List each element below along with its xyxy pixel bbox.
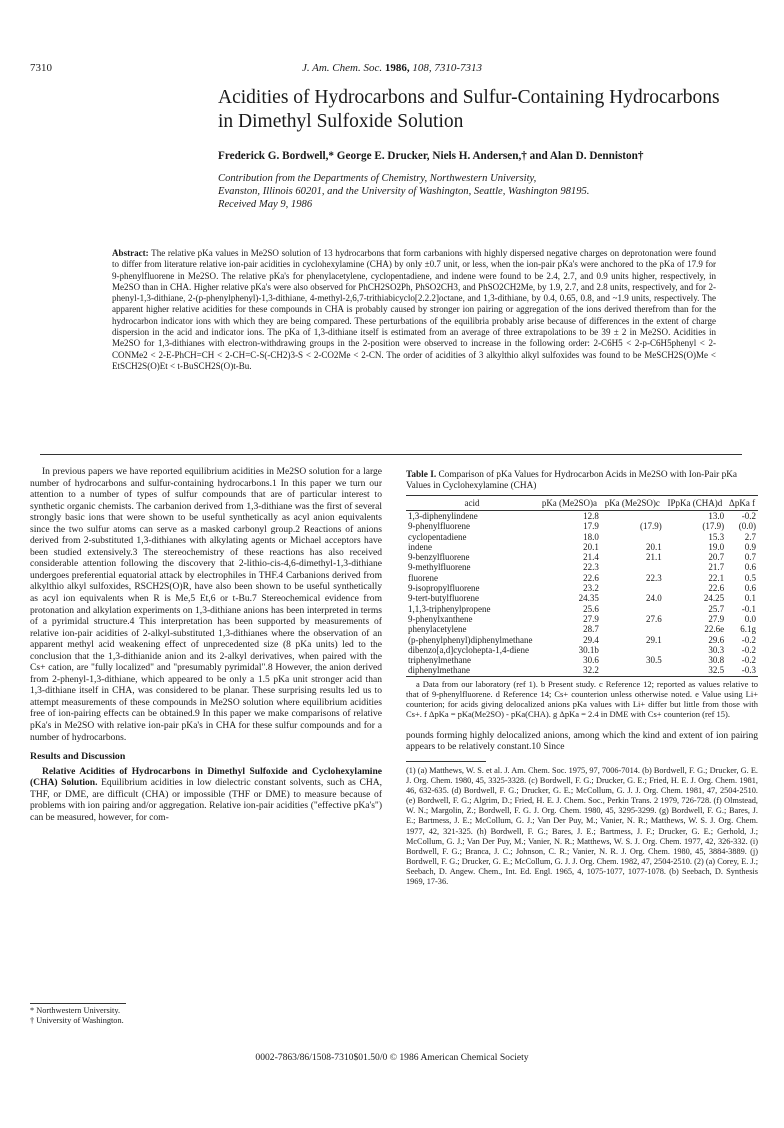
footnote: † University of Washington. [30, 1016, 124, 1025]
affiliation [218, 172, 758, 211]
received-date: Received May 9, 1986 [218, 199, 313, 210]
value-cell [601, 645, 664, 655]
table-label: Table I. [406, 470, 437, 480]
value-cell: 25.7 [708, 603, 725, 614]
table-body [406, 511, 758, 677]
footnote: * Northwestern University. [30, 1006, 121, 1015]
value-cell: 29.6 [708, 634, 725, 645]
acid-name-cell: indene [408, 541, 432, 552]
value-cell: 22.3 [646, 572, 662, 583]
acid-name-cell: phenylacetylene [408, 624, 467, 635]
acid-name-cell: 9-benzylfluorene [408, 552, 470, 563]
column-header: pKa (Me2SO)c [601, 496, 664, 511]
value-cell: 17.9 [583, 521, 599, 532]
section-heading: Results and Discussion [30, 751, 126, 763]
journal-volume: 108, [412, 62, 432, 74]
table-row [406, 573, 758, 583]
acid-name-cell: dibenzo[a,d]cyclohepta-1,4-diene [408, 644, 529, 655]
value-cell: (0.0) [738, 521, 756, 532]
value-cell: 0.0 [744, 613, 756, 624]
affiliation-line: Contribution from the Departments of Chemistry, Northwestern University, [218, 173, 537, 184]
value-cell: 0.9 [744, 541, 756, 552]
table-row [406, 562, 758, 572]
table-row [406, 593, 758, 603]
acid-name-cell: diphenylmethane [406, 665, 538, 676]
runin-heading: Relative Acidities of Hydrocarbons in Dimethyl Sulfoxide and Cyclohexylamine (CHA) Solution. [30, 765, 382, 789]
pka-table [406, 495, 758, 677]
copyright-line: 0002-7863/86/1508-7310$01.50/0 © 1986 American Chemical Society [255, 1052, 529, 1063]
table-row [406, 614, 758, 624]
value-cell: -0.2 [741, 634, 756, 645]
value-cell: 2.7 [744, 531, 756, 542]
value-cell: 30.8 [708, 655, 725, 666]
value-cell: 21.1 [646, 552, 662, 563]
value-cell: 13.0 [708, 511, 725, 521]
value-cell: 30.6 [583, 655, 599, 666]
value-cell: 28.7 [583, 624, 599, 635]
column-header: acid [406, 496, 538, 511]
table-row [406, 604, 758, 614]
value-cell [601, 532, 664, 542]
value-cell: 12.8 [583, 511, 599, 521]
value-cell: 0.6 [744, 562, 756, 573]
value-cell: 20.7 [708, 552, 725, 563]
acid-name-cell: 1,1,3-triphenylpropene [408, 603, 491, 614]
value-cell: 0.7 [744, 552, 756, 563]
value-cell: 21.7 [708, 562, 725, 573]
table-row [406, 665, 758, 676]
acid-name-cell: 9-tert-butylfluorene [408, 593, 479, 604]
value-cell: 0.5 [744, 572, 756, 583]
table-row [406, 583, 758, 593]
value-cell: 30.3 [708, 644, 725, 655]
value-cell: 24.35 [578, 593, 599, 604]
value-cell: 29.1 [646, 634, 662, 645]
acid-name-cell: cyclopentadiene [408, 531, 467, 542]
value-cell [601, 511, 664, 522]
acid-name-cell: (p-phenylphenyl)diphenylmethane [408, 634, 533, 645]
column-header: IPpKa (CHA)d [664, 496, 726, 511]
table-row [406, 645, 758, 655]
value-cell: -0.3 [726, 665, 758, 676]
table-row [406, 624, 758, 634]
value-cell: 22.6 [708, 583, 725, 594]
value-cell: 0.6 [744, 583, 756, 594]
value-cell [601, 604, 664, 614]
value-cell: 0.1 [744, 593, 756, 604]
value-cell: 22.6e [704, 624, 725, 635]
value-cell: -0.2 [741, 511, 756, 521]
value-cell: 24.0 [646, 593, 662, 604]
author-footnotes [30, 1006, 124, 1026]
value-cell: 32.2 [538, 665, 601, 676]
value-cell: 18.0 [583, 531, 599, 542]
value-cell: 24.25 [703, 593, 725, 604]
value-cell: 6.1g [740, 624, 756, 635]
article-title: Acidities of Hydrocarbons and Sulfur-Containing Hydrocarbons in Dimethyl Sulfoxide Solution [218, 87, 720, 132]
value-cell: 22.3 [583, 562, 599, 573]
value-cell: 19.0 [708, 541, 725, 552]
acid-name-cell: 9-isopropylfluorene [408, 583, 480, 594]
running-header [0, 62, 784, 74]
table-caption-text: Comparison of pKa Values for Hydrocarbon Acids in Me2SO with Ion-Pair pKa Values in Cyclohexylamine (CHA) [406, 470, 738, 491]
table-row [406, 511, 758, 522]
value-cell: -0.2 [741, 655, 756, 666]
right-column [406, 470, 758, 888]
table-caption [406, 470, 758, 492]
journal-pages: 7310-7313 [434, 62, 483, 74]
acid-name-cell: triphenylmethane [408, 655, 471, 666]
table-footnote: a Data from our laboratory (ref 1). b Present study. c Reference 12; reported as values relative to that of 9-phenylfluorene. d Reference 14; Cs+ counterion unless otherwise noted. e Value using Li+ counterion; for acids giving delocalized anions pKa values with Li+ differ but little from those with Cs+. f ΔpKa = pKa(Me2SO) - pKa(CHA). g ΔpKa = 2.4 in DME with Cs+ counterion (ref 15). [406, 678, 758, 720]
footnote-divider [30, 1003, 126, 1004]
journal-name: J. Am. Chem. Soc. [301, 62, 383, 74]
value-cell: 21.4 [583, 552, 599, 563]
table-header-row [406, 496, 758, 511]
value-cell: 29.4 [583, 634, 599, 645]
acid-name-cell: 9-phenylfluorene [408, 521, 470, 532]
value-cell: (17.9) [702, 521, 725, 532]
value-cell: 23.2 [583, 583, 599, 594]
table-row [406, 635, 758, 645]
intro-paragraph: In previous papers we have reported equilibrium acidities in Me2SO solution for a large number of hydrocarbons and sulfur-containing hydrocarbons.1 In this paper we turn our attention to a number of types of sulfur compounds that are of particular interest to synthetic organic chemists. The carbanion derived from 1,3-dithiane was the first of several strongly basic ions that were shown to be useful synthetically as acyl anion equivalents since the two sulfur atoms can serve as a masked carbonyl group.2 Reactions of anions derived from 2-substituted 1,3-dithianes with alkylating agents or Michael acceptors have been studied extensively.3 The stereochemistry of these reactions has also received considerable attention following the discovery that 2-lithio-cis-4,6-dimethyl-1,3-dithiane undergoes preferential equatorial attack by electrophiles in THF.4 Carbanions derived from alkylthio alkyl sulfoxides, RSCH2S(O)R, have also been shown to be useful synthetically as acyl ion equivalents when R is Me,5 Et,6 or t-Bu.7 Stereochemical evidence from protonation and alkylation experiments on 1,3-dithiane anions has been interpreted in terms of a pyrimidal structure.4 This interpretation has been supported by measurements of relative ion-pair acidities of 2-alkyl-substituted 1,3-dithianes where the observation of an apparent methyl acid weakening effect of unprecedented size (8 pKa units) led to the conclusion that the 1,3-dithianide anion and its 2-alkyl derivatives, when paired with the Cs+ cation, are "fully localized" and "presumably pyrimidal".8 However, the anion derived from 2-phenyl-1,3-dithiane, which appeared to be only a 1.5 pKa unit stronger acid than 1,3-dithiane itself in CHA, was considered to be planar. These surprising results led us to attempt measurements of these compounds in Me2SO solution where equilibrium acidities free of ion-pairing effects can be obtained.9 In this paper we make comparisons of relative pKa's in Me2SO with relative ion-pair pKa's in CHA for these sulfur compounds and for a number of hydrocarbons. [30, 466, 382, 743]
value-cell: 30.5 [646, 655, 662, 666]
left-column [30, 466, 382, 823]
value-cell [601, 583, 664, 593]
author-list: Frederick G. Bordwell,* George E. Drucker, Niels H. Andersen,† and Alan D. Denniston† [218, 150, 644, 162]
value-cell: 27.6 [646, 613, 662, 624]
value-cell [601, 665, 664, 676]
value-cell: 32.5 [664, 665, 726, 676]
table-row [406, 655, 758, 665]
results-text: Equilibrium acidities in low dielectric constant solvents, such as CHA, THF, or DME, are difficult (CHA) or impossible (THF or DME) to measure because of problems with ion pairing and/or aggregation. Relative ion-pair acidities ("effective pKa's") can be measured, however, for com- [30, 777, 382, 823]
acid-name-cell: fluorene [408, 572, 438, 583]
table-row [406, 521, 758, 531]
value-cell: -0.1 [741, 603, 756, 614]
value-cell: 27.9 [583, 613, 599, 624]
value-cell: 20.1 [646, 541, 662, 552]
acid-name-cell: 9-phenylxanthene [408, 613, 473, 624]
table-row [406, 552, 758, 562]
body-text-continued: pounds forming highly delocalized anions, among which the kind and extent of ion pairing appears to be relatively constant.10 Since [406, 729, 758, 753]
reference-divider [406, 761, 486, 762]
acid-name-cell: 9-methylfluorene [408, 562, 471, 573]
value-cell: 30.1b [578, 644, 599, 655]
value-cell: 27.9 [708, 613, 725, 624]
affiliation-line: Evanston, Illinois 60201, and the University of Washington, Seattle, Washington 98195. [218, 186, 590, 197]
results-paragraph [30, 766, 382, 824]
value-cell: (17.9) [640, 521, 662, 532]
abstract-label: Abstract: [112, 248, 149, 258]
page-number: 7310 [30, 62, 52, 74]
column-header: pKa (Me2SO)a [538, 496, 601, 511]
value-cell: 22.1 [708, 572, 725, 583]
value-cell: 25.6 [583, 603, 599, 614]
section-divider [40, 454, 742, 455]
table-row [406, 532, 758, 542]
reference-list: (1) (a) Matthews, W. S. et al. J. Am. Chem. Soc. 1975, 97, 7006-7014. (b) Bordwell, F. G.; Drucker, G. E. J. Org. Chem. 1980, 45, 3325-3328. (c) Bordwell, F. G.; Drucker, G. E.; Fried, H. E. J. Org. Chem. 1981, 46, 632-635. (d) Bordwell, F. G.; Drucker, G. E.; McCollum, G. J. J. Org. Chem. 1981, 47, 2504-2510. (e) Bordwell, F. G.; Algrim, D.; Fried, H. E. J. Chem. Soc., Perkin Trans. 2 1979, 726-728. (f) Olmstead, W. N.; Margolin, Z.; Bordwell, F. G. J. Org. Chem. 1980, 45, 3295-3299. (g) Bordwell, F. G.; Bares, J. E.; Bartmess, J. E.; McCollum, G. J.; Van Der Puy, M.; Vanier, N. R.; Matthews, W. S. J. Org. Chem. 1977, 42, 321-325. (h) Bordwell, F. G.; Bares, J. E.; Bartmess, J. F.; Drucker, G. E.; Gerhold, J.; McCollum, G. J.; Van Der Puy, M.; Vanier, N. R.; Matthews, W. S. J. Org. Chem. 1977, 42, 326-332. (i) Bordwell, F. G.; Branca, J. C.; Johnson, C. R.; Vanier, N. R. J. Org. Chem. 1980, 45, 3884-3889. (j) Bordwell, F. G.; Drucker, G. E.; McCollum, G. J. J. Org. Chem. 1982, 47, 2504-2510. (2) (a) Corey, E. J.; Seebach, D. Angew. Chem., Int. Ed. Engl. 1965, 4, 1075-1077, 1077-1078. (b) Seebach, D. Synthesis 1969, 17-36. [406, 765, 758, 887]
abstract-text: The relative pKa values in Me2SO solution of 13 hydrocarbons that form carbanions with highly dispersed negative charges on deprotonation were found to differ from literature relative ion-pair acidities in cyclohexylamine (CHA) by only ±0.7 unit, or less, when the ion-pair pKa's were anchored to the pKa of 17.9 for 9-phenylfluorene in Me2SO. The relative pKa's for phenylacetylene, cyclopentadiene, and indene were found to be 2.4, 2.7, and 0.9 units higher, respectively, in Me2SO than in CHA. Higher relative pKa's were also observed for PhCH2SO2Ph, PhSO2CH3, and PhSO2CH2Me, by 1.9, 2.7, and 2.8 units, respectively, and for 2-phenyl-1,3-dithiane, 2-(p-phenylphenyl)-1,3-dithiane, 4-methyl-2,6,7-trithiabicyclo[2.2.2]octane, and 1,3-dithiane, by 0.4, 0.65, 0.8, and ~1.9 units, respectively. The apparent higher relative acidities for these compounds in CHA is probably caused by stronger ion pairing or aggregation of the ions derived therefrom than for the hydrocarbon indicator ions with which they are being compared. These perturbations of the equilibria probably arise because of differences in the extent of charge dispersion in the acid and indicator ions. The pKa of 1,3-dithiane itself is estimated from an average of three extrapolations to be 39 ± 2 in Me2SO. Acidities in Me2SO for 1,3-dithianes with electron-withdrawing groups in the 2-position were observed to increase in the following order: 2-C6H5 < 2-p-C6H5phenyl < 2-CONMe2 < 2-E-PhCH=CH < 2-CH=C-S(-CH2)3-S < 2-CO2Me < 2-CN. The order of acidities of 3 alkylthio alkyl sulfoxides was found to be MeSCH2S(O)Me < EtSCH2S(O)Et < t-BuSCH2S(O)t-Bu. [112, 248, 716, 371]
value-cell: 22.6 [583, 572, 599, 583]
acid-name-cell: 1,3-diphenylindene [408, 511, 478, 521]
value-cell: -0.2 [741, 644, 756, 655]
value-cell: 20.1 [583, 541, 599, 552]
journal-year: 1986, [384, 62, 410, 74]
abstract [112, 248, 716, 372]
value-cell [601, 624, 664, 634]
column-header: ΔpKa f [726, 496, 758, 511]
table-row [406, 542, 758, 552]
value-cell: 15.3 [708, 531, 725, 542]
value-cell [601, 562, 664, 572]
